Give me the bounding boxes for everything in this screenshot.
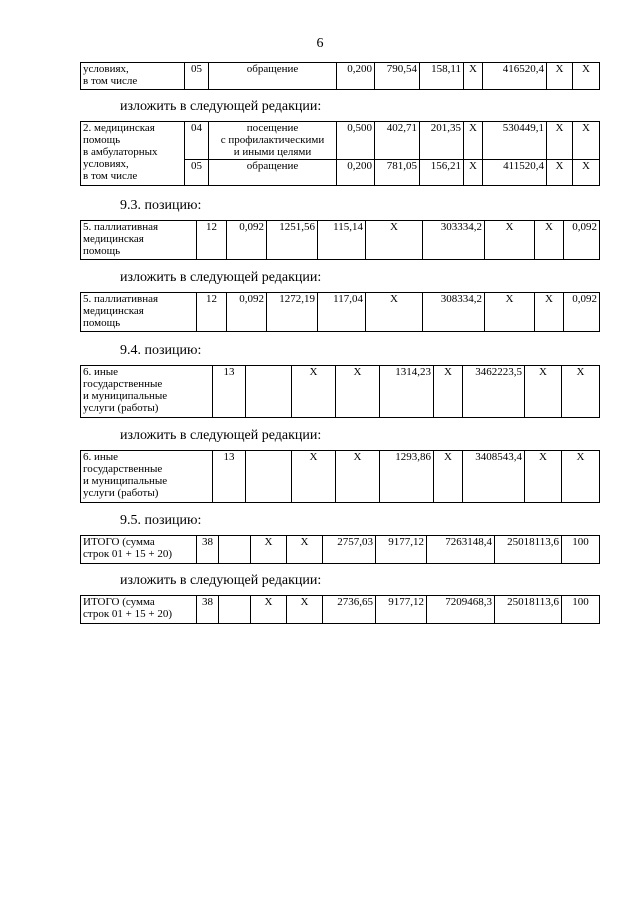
section-heading: 9.4. позицию: [120,343,202,358]
table-cell: условиях, в том числе [81,63,185,90]
table-cell [246,451,292,503]
table-cell: 3462223,5 [463,366,525,418]
table-cell: 3408543,4 [463,451,525,503]
table-cell: 7263148,4 [427,536,495,564]
table-cell: 7209468,3 [427,596,495,624]
table-row [81,536,600,564]
table-cell: 0,092 [564,221,600,260]
table-cell: 6. иные государственные и муниципальные услуги (работы) [81,451,213,503]
table-cell: 308334,2 [423,293,485,332]
table-cell: ИТОГО (сумма строк 01 + 15 + 20) [81,536,197,564]
table-cell: 0,092 [227,293,267,332]
table-cell: X [464,122,483,160]
section-heading: изложить в следующей редакции: [120,428,322,443]
amendment-table-palliative [80,292,600,332]
table-cell [219,536,251,564]
table-cell: 117,04 [318,293,366,332]
table-cell: 6. иные государственные и муниципальные услуги (работы) [81,366,213,418]
table-cell: X [464,160,483,186]
table-row [81,366,600,418]
table-cell: X [287,596,323,624]
table-cell: 2736,65 [323,596,376,624]
table-cell: 12 [197,221,227,260]
table-cell: X [485,293,535,332]
table-cell: 303334,2 [423,221,485,260]
table-cell: X [434,451,463,503]
table-cell: 13 [213,366,246,418]
table-cell: 411520,4 [483,160,547,186]
table-cell: 0,200 [337,63,375,90]
table-cell [219,596,251,624]
table-cell: 100 [562,536,600,564]
section-heading: изложить в следующей редакции: [120,99,322,114]
table-cell: 1293,86 [380,451,434,503]
table-cell: 2757,03 [323,536,376,564]
section-heading: 9.5. позицию: [120,513,202,528]
amendment-table-ambulatory [80,121,600,186]
table-cell: 05 [185,63,209,90]
table-cell: X [547,63,573,90]
position-table-total [80,535,600,564]
position-table-other-services [80,365,600,418]
table-cell: 0,092 [564,293,600,332]
position-table-palliative [80,220,600,260]
table-cell: 416520,4 [483,63,547,90]
table-cell: X [292,451,336,503]
table-cell: 790,54 [375,63,420,90]
table-cell: X [535,221,564,260]
table-cell: X [292,366,336,418]
table-cell [246,366,292,418]
table-cell: X [336,366,380,418]
table-cell: 2. медицинская помощь в амбулаторных условиях, в том числе [81,122,185,186]
table-cell: 115,14 [318,221,366,260]
section-heading: изложить в следующей редакции: [120,270,322,285]
table-row [81,63,600,90]
page-number: 6 [316,36,324,51]
table-row [81,122,600,160]
table-cell: X [336,451,380,503]
table-cell: X [525,451,562,503]
table-cell: 1314,23 [380,366,434,418]
table-cell: X [547,122,573,160]
table-cell: 25018113,6 [495,536,562,564]
table-row [81,596,600,624]
table-cell: 9177,12 [376,596,427,624]
table-cell: X [547,160,573,186]
section-heading: 9.3. позицию: [120,198,202,213]
table-row [81,451,600,503]
table-cell: X [464,63,483,90]
table-row [81,293,600,332]
table-cell: X [251,536,287,564]
amendment-table-continuation [80,62,600,90]
table-cell: 201,35 [420,122,464,160]
table-cell: ИТОГО (сумма строк 01 + 15 + 20) [81,596,197,624]
amendment-table-total [80,595,600,624]
table-cell: X [562,366,600,418]
table-cell: 12 [197,293,227,332]
table-cell: X [525,366,562,418]
table-cell: 100 [562,596,600,624]
table-cell: посещение с профилактическими и иными целями [209,122,337,160]
table-cell: 1251,56 [267,221,318,260]
table-cell: X [562,451,600,503]
table-row [81,221,600,260]
table-cell: 0,500 [337,122,375,160]
table-cell: 38 [197,596,219,624]
table-cell: 1272,19 [267,293,318,332]
table-cell: 0,200 [337,160,375,186]
table-cell: X [287,536,323,564]
table-cell: 156,21 [420,160,464,186]
table-cell: 530449,1 [483,122,547,160]
table-cell: X [535,293,564,332]
table-cell: 0,092 [227,221,267,260]
table-cell: X [573,63,600,90]
table-cell: X [434,366,463,418]
table-cell: 25018113,6 [495,596,562,624]
table-cell: 5. паллиативная медицинская помощь [81,221,197,260]
table-cell: X [573,122,600,160]
table-cell: 781,05 [375,160,420,186]
table-cell: обращение [209,160,337,186]
table-cell: 9177,12 [376,536,427,564]
table-cell: X [366,221,423,260]
table-cell: обращение [209,63,337,90]
table-cell: 402,71 [375,122,420,160]
table-cell: 05 [185,160,209,186]
table-cell: 158,11 [420,63,464,90]
table-cell: 13 [213,451,246,503]
table-cell: 38 [197,536,219,564]
table-cell: 5. паллиативная медицинская помощь [81,293,197,332]
amendment-table-other-services [80,450,600,503]
section-heading: изложить в следующей редакции: [120,573,322,588]
table-cell: X [366,293,423,332]
table-cell: 04 [185,122,209,160]
table-cell: X [251,596,287,624]
table-cell: X [573,160,600,186]
table-cell: X [485,221,535,260]
